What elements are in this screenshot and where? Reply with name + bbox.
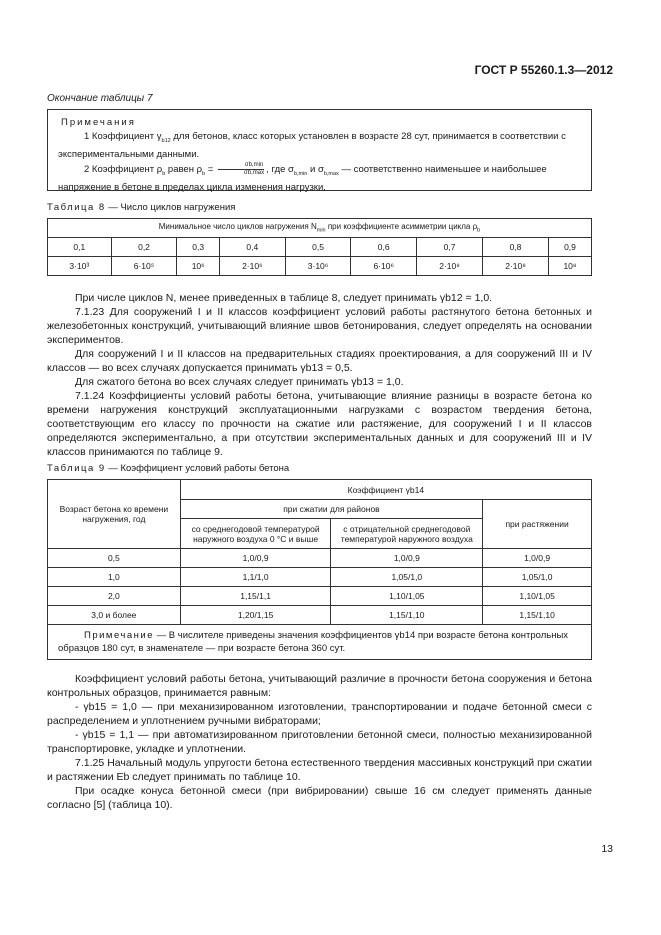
table-cell: 1,20/1,15 xyxy=(180,606,331,625)
paragraph: Для сооружений I и II классов на предварительных стадиях проектирования, а для сооружений III и IV классов — во всех случаях допускается принимать γb13 = 0,5. xyxy=(47,348,592,374)
table-row xyxy=(48,606,592,625)
col-age-header: Возраст бетона ко времени нагружения, год xyxy=(48,480,181,549)
table9-caption: Таблица 9 — Коэффициент условий работы бетона xyxy=(47,463,290,474)
table-cell: 10⁶ xyxy=(177,257,220,276)
table-cell: 0,5 xyxy=(48,549,181,568)
table-cell: 1,05/1,0 xyxy=(331,568,483,587)
table-cell: 1,0/0,9 xyxy=(331,549,483,568)
table-cell: 0,1 xyxy=(48,238,112,257)
table-8 xyxy=(47,218,592,276)
table-cell: 1,10/1,05 xyxy=(483,587,592,606)
compression-header: при сжатии для районов xyxy=(180,500,482,519)
document-code: ГОСТ Р 55260.1.3—2012 xyxy=(474,63,613,77)
paragraph: Коэффициент условий работы бетона, учитывающий различие в прочности бетона сооружения и бетона контрольных образцов, принимается равным: xyxy=(47,673,592,699)
table-row xyxy=(48,549,592,568)
table8-header: Минимальное число циклов нагружения $N_{min}$ при коэффициенте асимметрии цикла $\rho_b$ xyxy=(48,219,592,238)
neg-temp-header: с отрицательной среднегодовой температурой наружного воздуха xyxy=(331,519,483,549)
table-cell: 1,15/1,1 xyxy=(180,587,331,606)
table8-rho-row xyxy=(48,238,592,257)
table-cell: 0,4 xyxy=(220,238,286,257)
table-cell: 3·10⁶ xyxy=(285,257,351,276)
paragraph: При числе циклов N, менее приведенных в таблице 8, следует принимать γb12 = 1,0. xyxy=(75,292,493,304)
table8-caption: Таблица 8 — Число циклов нагружения xyxy=(47,202,236,213)
body-text-block-2 xyxy=(47,672,592,812)
table9-note: Примечание — В числителе приведены значения коэффициентов γb14 при возрасте бетона контрольных образцов 180 сут, в знаменателе — при возрасте бетона 360 сут. xyxy=(48,625,592,660)
avg-temp-header: со среднегодовой температурой наружного воздуха 0 °С и выше xyxy=(180,519,331,549)
table-cell: 0,2 xyxy=(111,238,177,257)
rho-fraction: $\frac{\sigma b,\min}{\sigma b,\max}$ xyxy=(218,162,264,177)
tension-header: при растяжении xyxy=(483,500,592,549)
table-cell: 10⁸ xyxy=(548,257,591,276)
table-cell: 0,9 xyxy=(548,238,591,257)
table-cell: 1,0/0,9 xyxy=(483,549,592,568)
table-cell: 3·10³ xyxy=(48,257,112,276)
table-cell: 6·10⁵ xyxy=(111,257,177,276)
table-cell: 1,15/1,10 xyxy=(331,606,483,625)
table7-note-box xyxy=(47,109,592,191)
table-cell: 1,05/1,0 xyxy=(483,568,592,587)
table-cell: 3,0 и более xyxy=(48,606,181,625)
table-cell: 1,10/1,05 xyxy=(331,587,483,606)
page-number: 13 xyxy=(601,843,613,855)
note-item-1: 1 Коэффициент $\gamma_{b12}$ для бетонов, класс которых установлен в возрасте 28 сут, принимается в соответствии с экспериментальными данными. xyxy=(58,131,566,160)
table-row xyxy=(48,568,592,587)
table-9 xyxy=(47,479,592,660)
continuation-title: Окончание таблицы 7 xyxy=(47,93,153,104)
coef-header: Коэффициент γb14 xyxy=(180,480,591,500)
note-heading: Примечания xyxy=(61,117,136,128)
paragraph: Для сжатого бетона во всех случаях следует принимать γb13 = 1,0. xyxy=(75,376,404,388)
table-cell: 1,15/1,10 xyxy=(483,606,592,625)
paragraph: - γb15 = 1,1 — при автоматизированном приготовлении бетонной смеси, полностью механизированной транспортировке, укладке и уплотнении. xyxy=(47,729,592,755)
table-cell: 2·10⁸ xyxy=(483,257,549,276)
table-cell: 1,0 xyxy=(48,568,181,587)
table-cell: 0,8 xyxy=(483,238,549,257)
table-cell: 6·10⁶ xyxy=(351,257,417,276)
note-item-2: 2 Коэффициент $\rho_b$ равен $\rho_b$ = $\frac{\sigma b,\min}{\sigma b,\max}$ , где $\sigma_{b,min}$ и $\sigma_{b,max}$ — соответственно наименьшее и наибольшее напряжение в бетоне в пределах цикла изменения нагрузки. xyxy=(58,161,547,193)
table-cell: 0,6 xyxy=(351,238,417,257)
table-row xyxy=(48,587,592,606)
paragraph: При осадке конуса бетонной смеси (при вибрировании) свыше 16 см следует применять данные согласно [5] (таблица 10). xyxy=(47,785,592,811)
table-cell: 0,5 xyxy=(285,238,351,257)
table-cell: 2·10⁸ xyxy=(417,257,483,276)
paragraph: - γb15 = 1,0 — при механизированном изготовлении, транспортировании и подаче бетонной смеси с распределением и уплотнением ручными вибраторами; xyxy=(47,701,592,727)
table-cell: 2·10⁶ xyxy=(220,257,286,276)
table-cell: 1,0/0,9 xyxy=(180,549,331,568)
paragraph: 7.1.24 Коэффициенты условий работы бетона, учитывающие влияние разницы в возрасте бетона ко времени нагружения конструкций эксплуатационными нагрузками с возрастом твердения бетона, соответствующим его классу по прочности на сжатие или растяжение, для сооружений I и II классов определяются экспериментально, а при отсутствии экспериментальных данных и для сооружений III и IV классов принимаются по таблице 9. xyxy=(47,390,592,458)
table-cell: 1,1/1,0 xyxy=(180,568,331,587)
table-cell: 2,0 xyxy=(48,587,181,606)
table8-cycles-row xyxy=(48,257,592,276)
paragraph: 7.1.25 Начальный модуль упругости бетона естественного твердения массивных конструкций при сжатии и растяжении Eb следует принимать по таблице 10. xyxy=(47,757,592,783)
body-text-block-1 xyxy=(47,291,592,459)
table-cell: 0,7 xyxy=(417,238,483,257)
paragraph: 7.1.23 Для сооружений I и II классов коэффициент условий работы растянутого бетона бетонных и железобетонных конструкций, учитывающий влияние швов бетонирования, следует определять на основании экспериментов. xyxy=(47,306,592,346)
table-cell: 0,3 xyxy=(177,238,220,257)
